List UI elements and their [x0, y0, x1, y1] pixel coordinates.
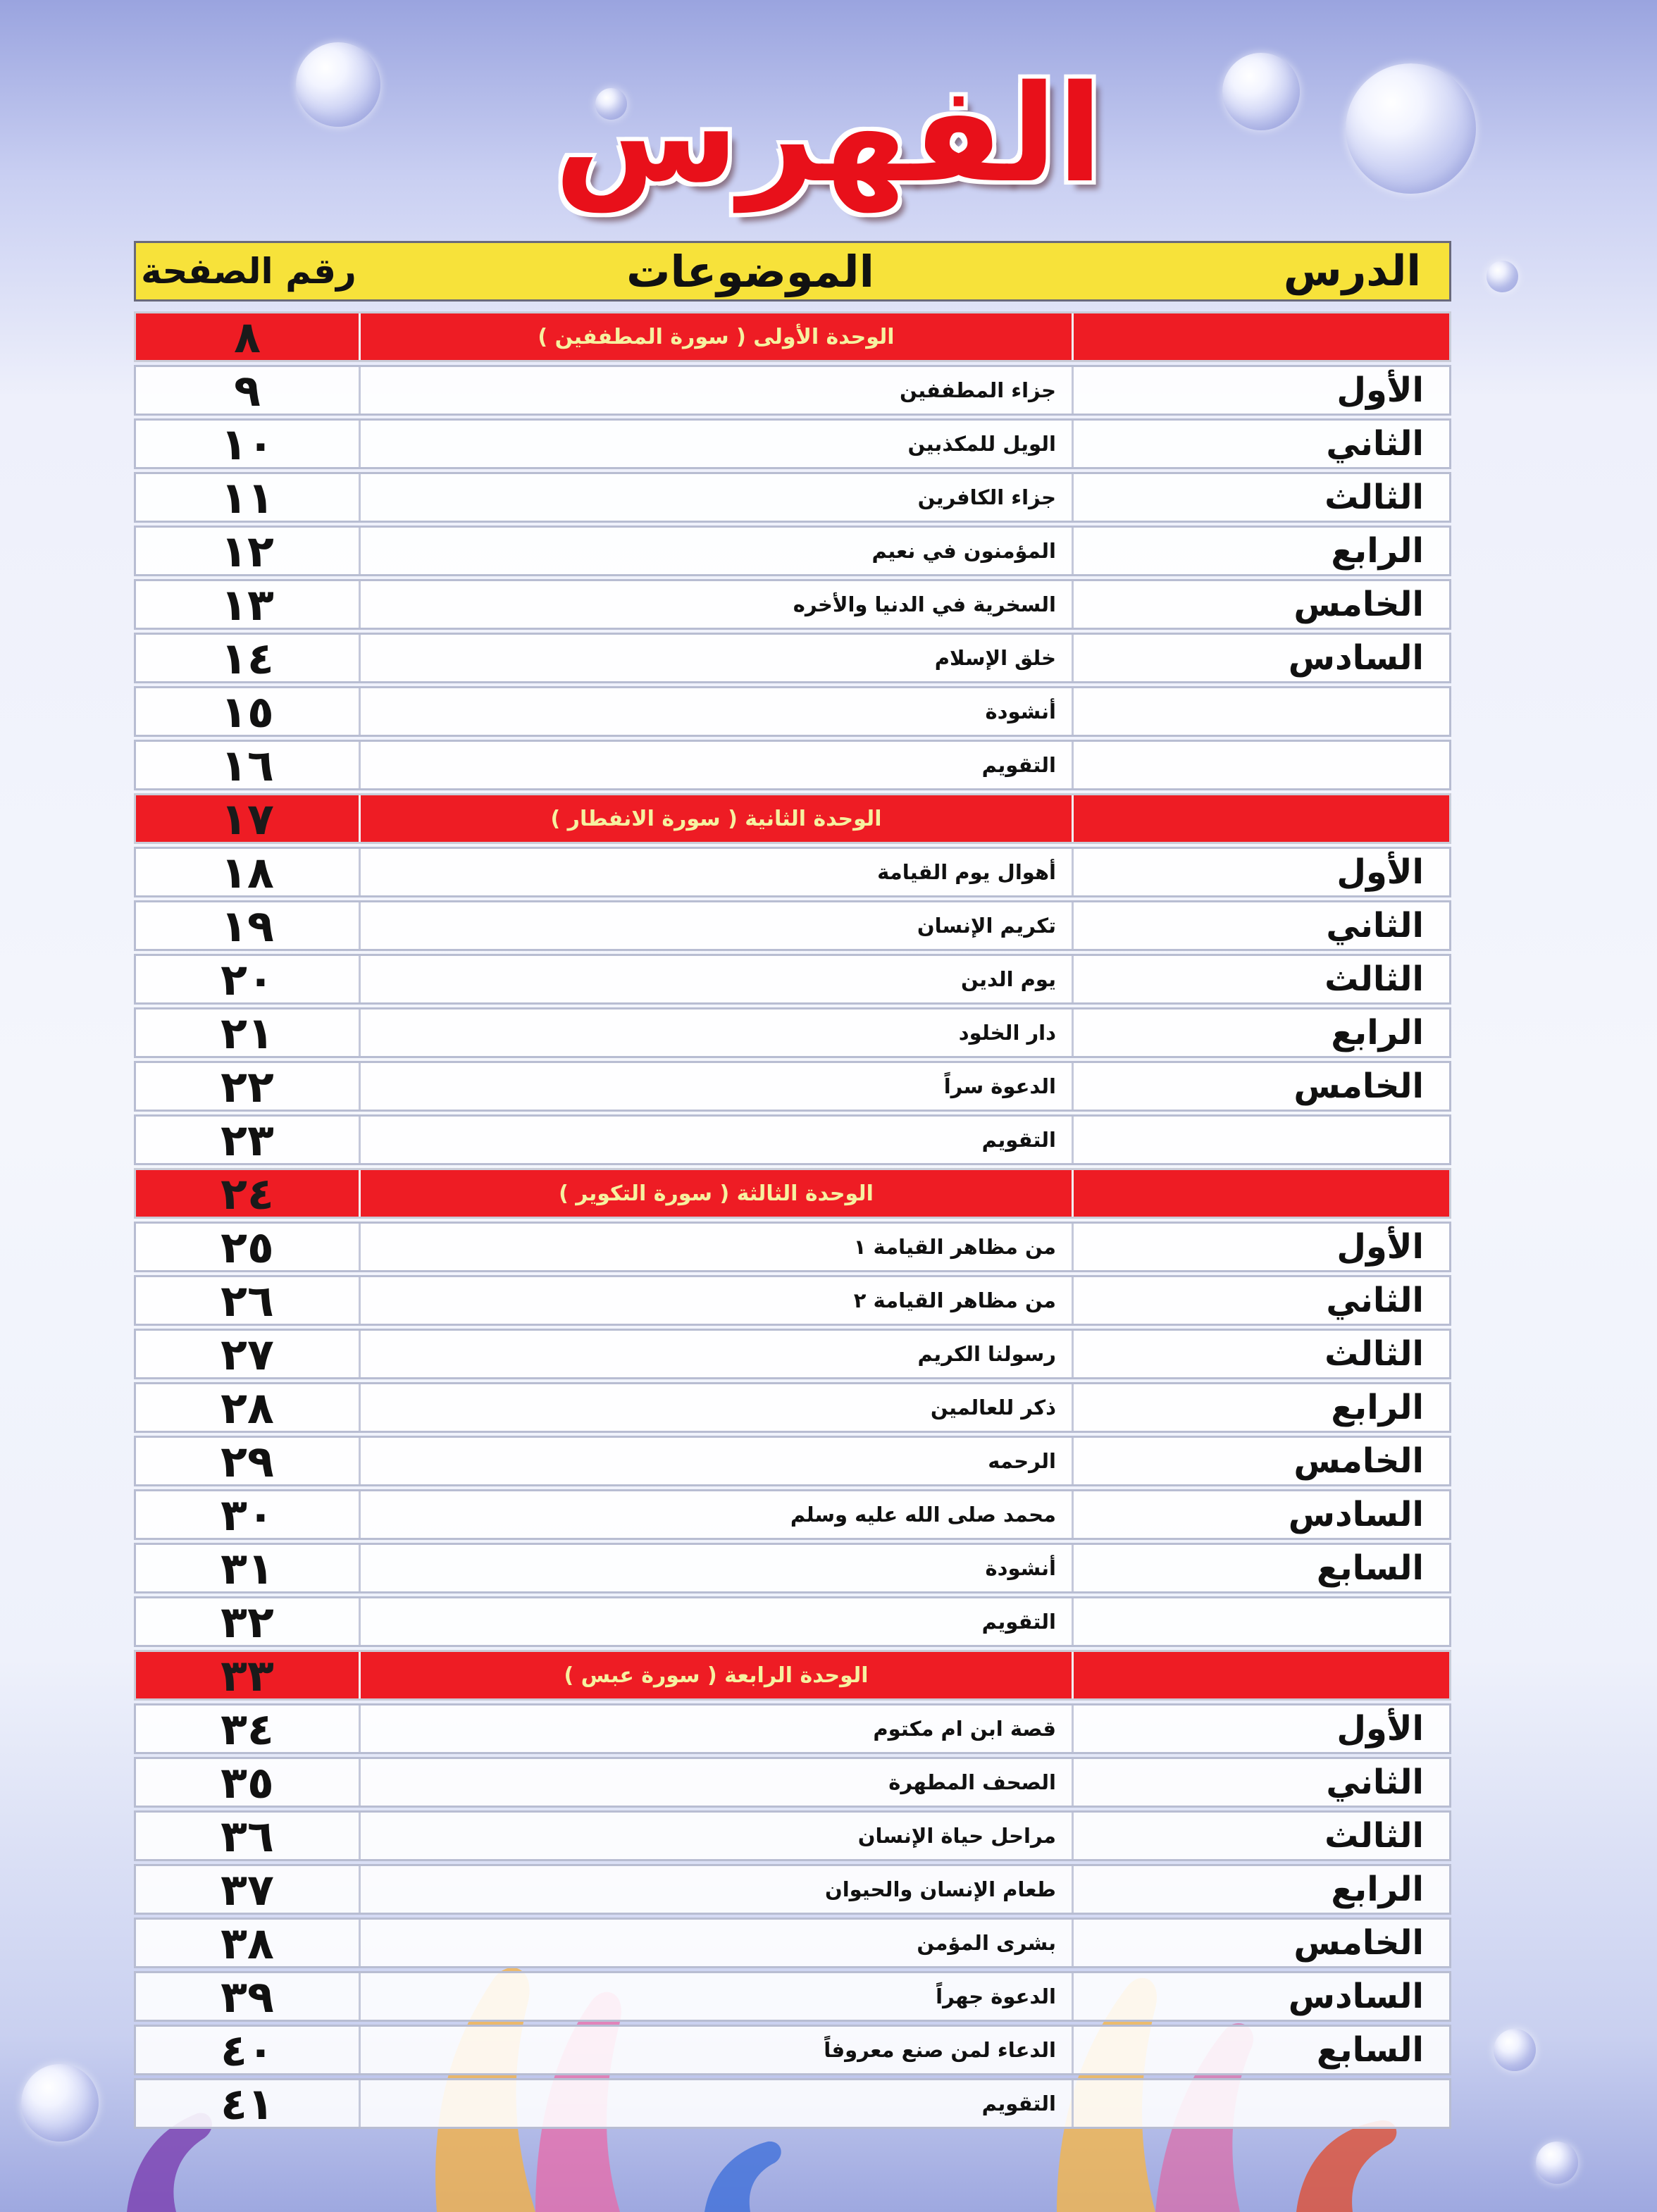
lesson-row [134, 2078, 1451, 2129]
lesson-topic: الدعوة جهراً [359, 1973, 1072, 2020]
lesson-page-number: ٣٩ [221, 1970, 274, 2023]
lesson-page-number: ٣٢ [221, 1596, 274, 1648]
lesson-row [134, 1114, 1451, 1165]
unit-page-number: ٢٤ [221, 1167, 274, 1219]
unit-lesson-cell [1072, 795, 1449, 842]
unit-lesson-cell [1072, 1652, 1449, 1698]
lesson-row [134, 847, 1451, 897]
lesson-name [1072, 1117, 1449, 1163]
lesson-topic: التقويم [359, 2080, 1072, 2127]
lesson-row [134, 1810, 1451, 1861]
lesson-row [134, 1864, 1451, 1915]
lesson-topic: يوم الدين [359, 956, 1072, 1002]
header-lesson: الدرس [1283, 247, 1421, 296]
lesson-row [134, 1061, 1451, 1112]
lesson-page-number: ١٥ [221, 685, 274, 738]
lesson-topic: التقويم [359, 742, 1072, 788]
lesson-page-number: ٣٠ [221, 1489, 274, 1541]
lesson-page-number: ٩ [234, 364, 261, 416]
lesson-page-number: ٢٥ [221, 1221, 274, 1273]
lesson-row [134, 1329, 1451, 1379]
lesson-page-number: ٢٠ [221, 953, 274, 1005]
lesson-name [1072, 688, 1449, 735]
lesson-row [134, 1275, 1451, 1326]
lesson-topic: طعام الإنسان والحيوان [359, 1866, 1072, 1913]
lesson-topic: جزاء الكافرين [359, 474, 1072, 521]
lesson-topic: أنشودة [359, 688, 1072, 735]
lesson-name: الرابع [1072, 528, 1449, 574]
lesson-page-number: ٢٢ [221, 1060, 274, 1112]
lesson-name [1072, 2080, 1449, 2127]
lesson-topic: خلق الإسلام [359, 635, 1072, 681]
lesson-page-number: ١١ [221, 471, 274, 523]
lesson-page-number: ٤١ [221, 2077, 274, 2130]
lesson-row [134, 1971, 1451, 2022]
lesson-name: الأول [1072, 1224, 1449, 1270]
lesson-name: الخامس [1072, 581, 1449, 628]
lesson-name: السادس [1072, 1491, 1449, 1538]
lesson-page-number: ٢٩ [221, 1435, 274, 1487]
lesson-page-number: ٣٤ [221, 1703, 274, 1755]
lesson-row [134, 526, 1451, 576]
lesson-row [134, 472, 1451, 523]
lesson-name: الخامس [1072, 1063, 1449, 1110]
lesson-row [134, 1489, 1451, 1540]
lesson-page-number: ١٣ [221, 578, 274, 630]
bubble-decoration [1487, 261, 1518, 292]
lesson-topic: المؤمنون في نعيم [359, 528, 1072, 574]
lesson-row [134, 1382, 1451, 1433]
lesson-name: الأول [1072, 367, 1449, 414]
lesson-row [134, 1007, 1451, 1058]
lesson-topic: دار الخلود [359, 1009, 1072, 1056]
lesson-page-number: ٢٨ [221, 1381, 274, 1434]
lesson-row [134, 1436, 1451, 1486]
lesson-row [134, 954, 1451, 1005]
lesson-name: السابع [1072, 1545, 1449, 1591]
lesson-name: الخامس [1072, 1438, 1449, 1484]
lesson-row [134, 740, 1451, 790]
lesson-row [134, 686, 1451, 737]
lesson-topic: الدعوة سراً [359, 1063, 1072, 1110]
lesson-row [134, 1543, 1451, 1593]
lesson-page-number: ٣٥ [221, 1756, 274, 1808]
lesson-name: الرابع [1072, 1866, 1449, 1913]
lesson-topic: أنشودة [359, 1545, 1072, 1591]
lesson-topic: تكريم الإنسان [359, 902, 1072, 949]
lesson-page-number: ١٦ [221, 739, 274, 791]
lesson-topic: جزاء المطففين [359, 367, 1072, 414]
lesson-name: السادس [1072, 1973, 1449, 2020]
lesson-row [134, 1757, 1451, 1808]
lesson-name: الأول [1072, 1705, 1449, 1752]
lesson-page-number: ٣٧ [221, 1863, 274, 1915]
unit-row [134, 1650, 1451, 1701]
lesson-name: الثالث [1072, 1331, 1449, 1377]
page-title: الفهرس [554, 56, 1103, 212]
unit-row [134, 793, 1451, 844]
lesson-name: الثالث [1072, 1813, 1449, 1859]
lesson-name: الخامس [1072, 1920, 1449, 1966]
lesson-page-number: ٤٠ [221, 2024, 274, 2076]
lesson-row [134, 1703, 1451, 1754]
lesson-topic: الرحمه [359, 1438, 1072, 1484]
lesson-topic: محمد صلى الله عليه وسلم [359, 1491, 1072, 1538]
lesson-row [134, 1596, 1451, 1647]
table-header [134, 241, 1451, 302]
lesson-topic: أهوال يوم القيامة [359, 849, 1072, 895]
lesson-page-number: ٢١ [221, 1007, 274, 1059]
header-topics: الموضوعات [626, 245, 874, 297]
unit-page-number: ٨ [234, 311, 261, 363]
lesson-topic: الدعاء لمن صنع معروفاً [359, 2027, 1072, 2073]
lesson-name: السادس [1072, 635, 1449, 681]
lesson-topic: ذكر للعالمين [359, 1384, 1072, 1431]
unit-page-number: ٣٣ [221, 1649, 274, 1701]
lesson-name: الثاني [1072, 902, 1449, 949]
lesson-name: الرابع [1072, 1384, 1449, 1431]
lesson-name: الثاني [1072, 421, 1449, 467]
lesson-name: الثالث [1072, 474, 1449, 521]
unit-row [134, 311, 1451, 362]
lesson-topic: التقويم [359, 1598, 1072, 1645]
lesson-topic: بشرى المؤمن [359, 1920, 1072, 1966]
lesson-page-number: ٢٣ [221, 1114, 274, 1166]
unit-page-number: ١٧ [221, 793, 274, 845]
lesson-row [134, 1918, 1451, 1968]
unit-row [134, 1168, 1451, 1219]
lesson-page-number: ٣١ [221, 1542, 274, 1594]
header-page: رقم الصفحة [141, 251, 356, 292]
lesson-topic: من مظاهر القيامة ١ [359, 1224, 1072, 1270]
lesson-name: الثاني [1072, 1277, 1449, 1324]
lesson-row [134, 900, 1451, 951]
lesson-row [134, 2025, 1451, 2075]
lesson-topic: الويل للمكذبين [359, 421, 1072, 467]
lesson-name: الثاني [1072, 1759, 1449, 1806]
unit-title: الوحدة الثانية ( سورة الانفطار ) [359, 795, 1072, 842]
lesson-topic: رسولنا الكريم [359, 1331, 1072, 1377]
lesson-row [134, 1222, 1451, 1272]
lesson-name [1072, 742, 1449, 788]
unit-lesson-cell [1072, 1170, 1449, 1217]
unit-title: الوحدة الثالثة ( سورة التكوير ) [359, 1170, 1072, 1217]
lesson-name: الثالث [1072, 956, 1449, 1002]
lesson-page-number: ١٩ [221, 900, 274, 952]
lesson-row [134, 633, 1451, 683]
lesson-row [134, 579, 1451, 630]
lesson-page-number: ٣٦ [221, 1810, 274, 1862]
unit-lesson-cell [1072, 313, 1449, 360]
lesson-topic: الصحف المطهرة [359, 1759, 1072, 1806]
lesson-page-number: ١٤ [221, 632, 274, 684]
lesson-page-number: ١٨ [221, 846, 274, 898]
lesson-page-number: ١٠ [221, 418, 274, 470]
table-of-contents [134, 241, 1451, 2132]
lesson-name [1072, 1598, 1449, 1645]
lesson-page-number: ١٢ [221, 525, 274, 577]
lesson-name: الرابع [1072, 1009, 1449, 1056]
lesson-topic: قصة ابن ام مكتوم [359, 1705, 1072, 1752]
lesson-page-number: ٣٨ [221, 1917, 274, 1969]
lesson-page-number: ٢٧ [221, 1328, 274, 1380]
lesson-row [134, 418, 1451, 469]
unit-title: الوحدة الرابعة ( سورة عبس ) [359, 1652, 1072, 1698]
lesson-row [134, 365, 1451, 416]
lesson-name: الأول [1072, 849, 1449, 895]
unit-title: الوحدة الأولى ( سورة المطففين ) [359, 313, 1072, 360]
lesson-name: السابع [1072, 2027, 1449, 2073]
lesson-topic: السخرية في الدنيا والأخره [359, 581, 1072, 628]
lesson-page-number: ٢٦ [221, 1274, 274, 1326]
lesson-topic: مراحل حياة الإنسان [359, 1813, 1072, 1859]
lesson-topic: من مظاهر القيامة ٢ [359, 1277, 1072, 1324]
table-body [134, 311, 1451, 2129]
lesson-topic: التقويم [359, 1117, 1072, 1163]
